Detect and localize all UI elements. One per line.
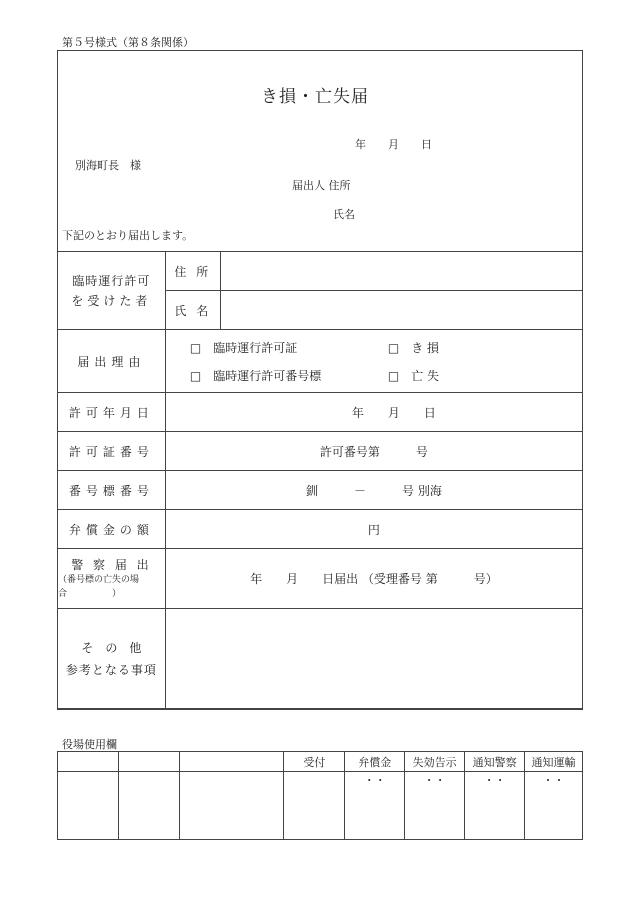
office-header-received: 受付 [284,752,345,772]
addressee: 別海町長 様 [75,159,141,172]
office-cell-invalidation[interactable] [405,772,465,840]
office-use-label: 役場使用欄 [62,738,117,751]
office-header-cell [118,752,179,772]
permit-number-field[interactable]: 許可番号第 号 [165,432,582,471]
office-cell[interactable] [58,772,119,840]
office-header-notify-transport: 通知運輸 [525,752,583,772]
office-cell[interactable] [179,772,284,840]
applicant-name-label: 氏名 [333,208,355,221]
date-dots: ・・ [363,774,386,787]
reason-label: 届出理由 [58,330,166,393]
name-label: 氏 名 [165,291,220,330]
permit-date-label: 許可年月日 [58,393,166,432]
form-number-label: 第５号様式（第８条関係） [62,36,194,49]
reason-option-permit[interactable] [190,339,297,356]
office-cell[interactable] [118,772,179,840]
office-header-compensation: 弁償金 [345,752,405,772]
permit-holder-name-field[interactable] [220,291,582,330]
office-cell-notify-transport[interactable] [525,772,583,840]
permit-holder-label: 臨時運行許可 を受けた者 [58,252,166,330]
office-cell[interactable] [284,772,345,840]
plate-number-label: 番号標番号 [58,471,166,510]
checkbox-icon[interactable]: □ [387,369,400,383]
form-title: き損・亡失届 [261,87,369,107]
date-line: 年 月 日 [355,138,432,151]
checkbox-icon[interactable]: □ [387,341,400,355]
permit-number-label: 許可証番号 [58,432,166,471]
option-label: き 損 [411,341,440,355]
office-cell-compensation[interactable] [345,772,405,840]
date-dots: ・・ [423,774,446,787]
other-notes-field[interactable] [165,609,582,709]
reason-option-plate[interactable] [190,367,321,384]
applicant-address-label: 届出人 住所 [292,179,351,192]
permit-holder-address-field[interactable] [220,252,582,291]
plate-number-field[interactable]: 釧 － 号 別海 [165,471,582,510]
intro-text: 下記のとおり届出します。 [62,229,194,242]
office-header-cell [58,752,119,772]
date-dots: ・・ [483,774,506,787]
office-use-table [57,751,583,840]
option-label: 亡 失 [411,369,440,383]
office-header-cell [179,752,284,772]
permit-date-field[interactable]: 年 月 日 [165,393,582,432]
office-header-notify-police: 通知警察 [465,752,525,772]
other-label: そ の 他 参考となる事項 [58,609,166,709]
date-dots: ・・ [542,774,565,787]
police-report-label: 警 察 届 出 （番号標の亡失の場合 ） [58,549,166,609]
compensation-field[interactable]: 円 [165,510,582,549]
reason-option-damage[interactable] [388,339,439,356]
reason-options [165,330,582,393]
police-report-field[interactable]: 年 月 日届出 （受理番号 第 号） [165,549,582,609]
checkbox-icon[interactable]: □ [189,341,202,355]
option-label: 臨時運行許可証 [213,341,298,355]
compensation-label: 弁償金の額 [58,510,166,549]
office-cell-notify-police[interactable] [465,772,525,840]
main-form-table [57,251,583,709]
option-label: 臨時運行許可番号標 [213,369,322,383]
checkbox-icon[interactable]: □ [189,369,202,383]
reason-option-loss[interactable] [388,367,439,384]
address-label: 住 所 [165,252,220,291]
office-header-invalidation: 失効告示 [405,752,465,772]
